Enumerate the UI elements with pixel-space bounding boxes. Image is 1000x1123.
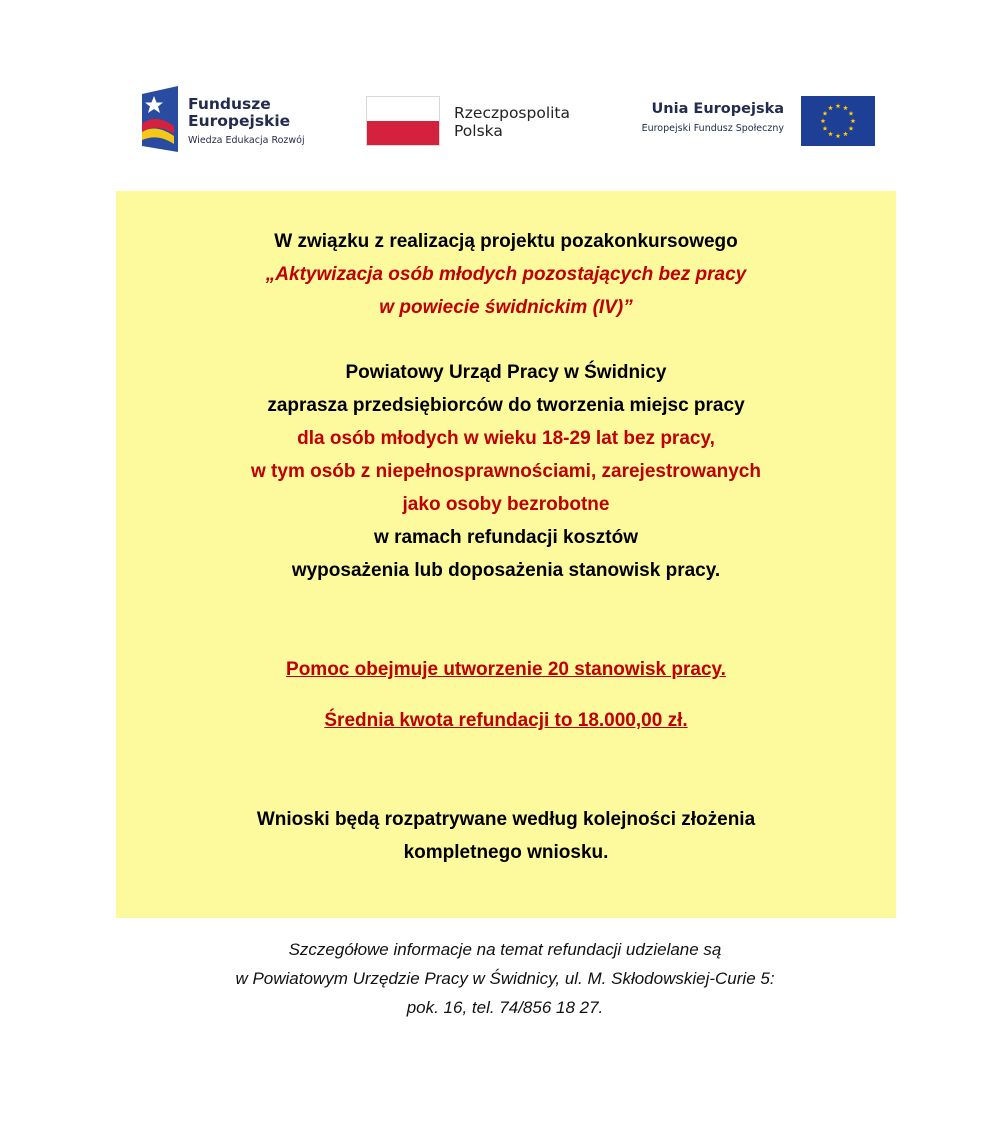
application-order-section [116,803,896,869]
aid-scope-section [116,653,896,686]
rzeczpospolita-line2: Polska [454,122,503,140]
rzeczpospolita-line1: Rzeczpospolita [454,104,571,122]
project-section [116,225,896,324]
scope-line2: wyposażenia lub doposażenia stanowisk pracy. [291,560,721,581]
rzeczpospolita-polska-logo [366,96,596,148]
announcement-box [116,191,896,918]
logo-bar [140,84,875,154]
unia-europejska-title: Unia Europejska [651,101,784,117]
invitation-text: zaprasza przedsiębiorców do tworzenia miejsc pracy [267,395,745,416]
target-group-line1: dla osób młodych w wieku 18-29 lat bez pracy, [297,428,715,449]
project-intro: W związku z realizacją projektu pozakonkursowego [274,231,738,252]
project-title-line2: w powiecie świdnickim (IV)” [379,297,633,318]
unia-europejska-logo [620,96,875,148]
polish-flag-icon [366,96,440,146]
average-amount-section [116,704,896,737]
contact-line3: pok. 16, tel. 74/856 18 27. [406,998,604,1017]
rzeczpospolita-polska-text [454,104,594,140]
contact-line2: w Powiatowym Urzędzie Pracy w Świdnicy, ul. M. Skłodowskiej-Curie 5: [235,969,775,988]
contact-info [100,935,910,1022]
fundusze-title-line1: Fundusze [188,95,271,113]
scope-line1: w ramach refundacji kosztów [374,527,638,548]
application-order-line2: kompletnego wniosku. [403,842,609,863]
target-group-line3: jako osoby bezrobotne [402,494,610,515]
project-title-line1: „Aktywizacja osób młodych pozostających bez pracy [265,264,747,285]
fundusze-europejskie-title [188,96,338,130]
fundusze-subtitle: Wiedza Edukacja Rozwój [188,135,305,146]
target-group-line2: w tym osób z niepełnosprawnościami, zarejestrowanych [251,461,761,482]
unia-europejska-subtitle: Europejski Fundusz Społeczny [641,123,784,134]
fundusze-europejskie-logo [140,86,330,152]
fundusze-europejskie-emblem-icon [140,86,180,152]
invitation-section [116,356,896,587]
aid-scope-text: Pomoc obejmuje utworzenie 20 stanowisk pracy. [286,659,726,680]
contact-line1: Szczegółowe informacje na temat refundacji udzielane są [288,940,722,959]
office-name: Powiatowy Urząd Pracy w Świdnicy [345,362,667,383]
eu-flag-icon [801,96,875,146]
application-order-line1: Wnioski będą rozpatrywane według kolejności złożenia [256,809,756,830]
average-amount-text: Średnia kwota refundacji to 18.000,00 zł. [324,710,688,731]
fundusze-title-line2: Europejskie [188,112,291,130]
